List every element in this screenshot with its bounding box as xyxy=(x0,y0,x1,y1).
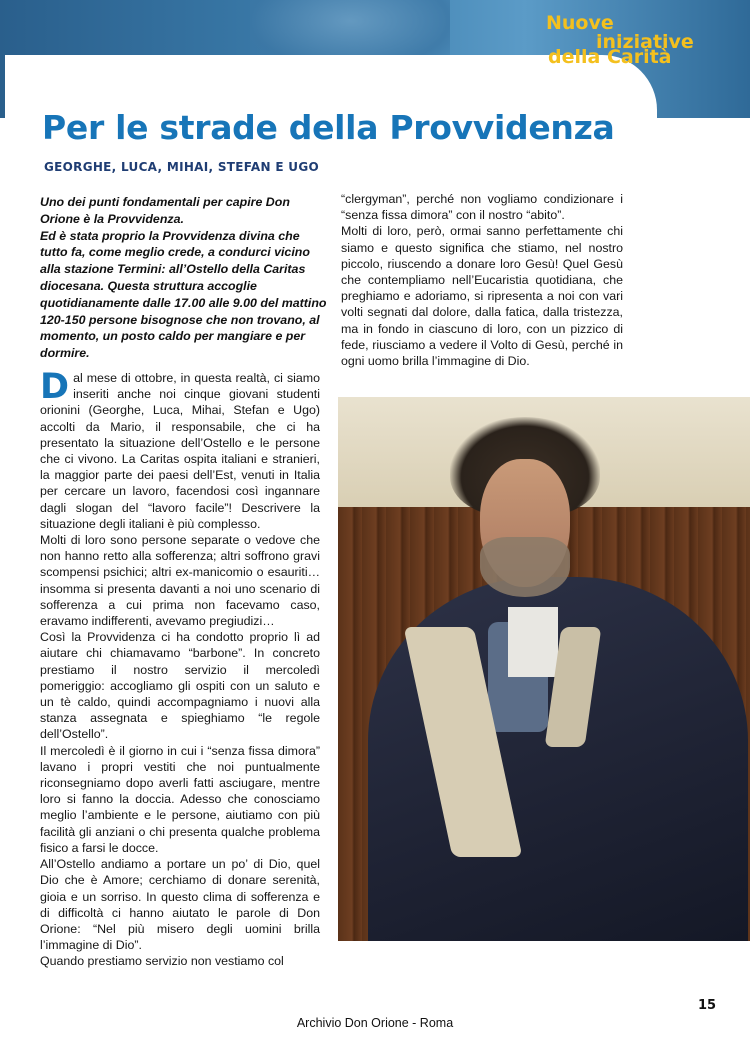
article-lead xyxy=(40,194,328,362)
body-paragraph: Quando prestiamo servizio non vestiamo col xyxy=(40,954,284,969)
body-paragraph: Il mercoledì è il giorno in cui i “senza fissa dimora” lavano i propri vestiti che noi puntualmente riconsegniamo dopo averli fatti asciugare, mentre loro si fanno la doccia. Adesso che conosciamo meglio l’ambiente e le persone, aiutiamo con più facilità gli anziani o chi presenta qualche problema fisico a farsi le docce. xyxy=(40,743,320,855)
article-photo-man-portrait xyxy=(338,397,750,941)
page-number: 15 xyxy=(698,998,717,1013)
body-paragraph: Così la Provvidenza ci ha condotto proprio lì ad aiutare chi chiamavamo “barbone”. In concreto prestiamo il nostro servizio il mercoledì pomeriggio: accogliamo gli ospiti con un saluto e un tè caldo, quindi accompagniamo i nuovi alla stanza assegnata e spieghiamo “le regole dell’Ostello”. xyxy=(40,630,320,742)
lead-paragraph: Uno dei punti fondamentali per capire Don Orione è la Provvidenza. xyxy=(40,195,290,226)
body-paragraph xyxy=(40,367,320,532)
section-label xyxy=(540,14,740,67)
photo-shirt xyxy=(508,607,558,677)
body-paragraph: Molti di loro sono persone separate o vedove che non hanno retto alla sofferenza; altri soffrono gravi scompensi psichici; altri ex-manicomio o esauriti… insomma si presenta davanti a noi uno scenario di sofferenza a cui prima non facevamo caso, eravamo indifferenti, avevamo pregiudizi… xyxy=(40,533,320,629)
body-paragraph: All’Ostello andiamo a portare un po’ di Dio, quel Dio che è Amore; cerchiamo di donare serenità, gioia e un sorriso. In questo clima di sofferenza e di difficoltà ci hanno aiutato le parole di Don Orione: “Nel più misero degli uomini brilla l’immagine di Dio”. xyxy=(40,857,320,953)
archive-credit: Archivio Don Orione - Roma xyxy=(296,1016,454,1030)
article-column-left xyxy=(40,367,320,970)
section-label-line3: della Carità xyxy=(548,46,672,68)
body-paragraph: Molti di loro, però, ormai sanno perfettamente chi siamo e questo significa che stiamo, nel nostro piccolo, riuscendo a donare loro Gesù! Quel Gesù che contempliamo nell’Eucaristia quotidiana, che preghiamo e adoriamo, si ripresenta a noi con vari volti segnati dal dolore, dalla fatica, dalla tristezza, ma in fondo in ciascuno di loro, con un pizzico di fede, riusciamo a vedere il Volto di Gesù, perché in ogni uomo brilla l’immagine di Dio. xyxy=(341,224,623,369)
section-label-line2: iniziative xyxy=(596,31,694,53)
drop-cap: D xyxy=(40,367,70,407)
article-title: Per le strade della Provvidenza xyxy=(42,108,615,147)
lead-paragraph: Ed è stata proprio la Provvidenza divina che tutto fa, come meglio crede, a condurci vicino alla stazione Termini: all’Ostello della Caritas diocesana. Questa struttura accoglie quotidianamente dalle 17.00 alle 9.00 del mattino 120-150 persone bisognose che non trovano, al momento, un posto caldo per mangiare e per dormire. xyxy=(40,228,327,361)
photo-beard xyxy=(480,537,570,597)
article-column-right xyxy=(341,191,623,369)
body-paragraph-text: al mese di ottobre, in questa realtà, ci siamo inseriti anche noi cinque giovani studenti orionini (Georghe, Luca, Mihai, Stefan e Ugo) accolti da Mario, il responsabile, che ci ha presentato la situazione dell’Ostello e le persone che ci vivono. La Caritas ospita italiani e stranieri, la maggior parte dei paesi dell’Est, venuti in Italia per cercare un lavoro, facendosi così ingannare dagli slogan del “lavoro facile”! Descrivere la situazione degli italiani è più complesso. xyxy=(40,371,320,531)
section-label-line1: Nuove xyxy=(546,12,614,34)
body-paragraph: “clergyman”, perché non vogliamo condizionare i “senza fissa dimora” con il nostro “abito”. xyxy=(341,192,623,223)
article-authors: GEORGHE, LUCA, MIHAI, STEFAN E UGO xyxy=(44,160,319,174)
